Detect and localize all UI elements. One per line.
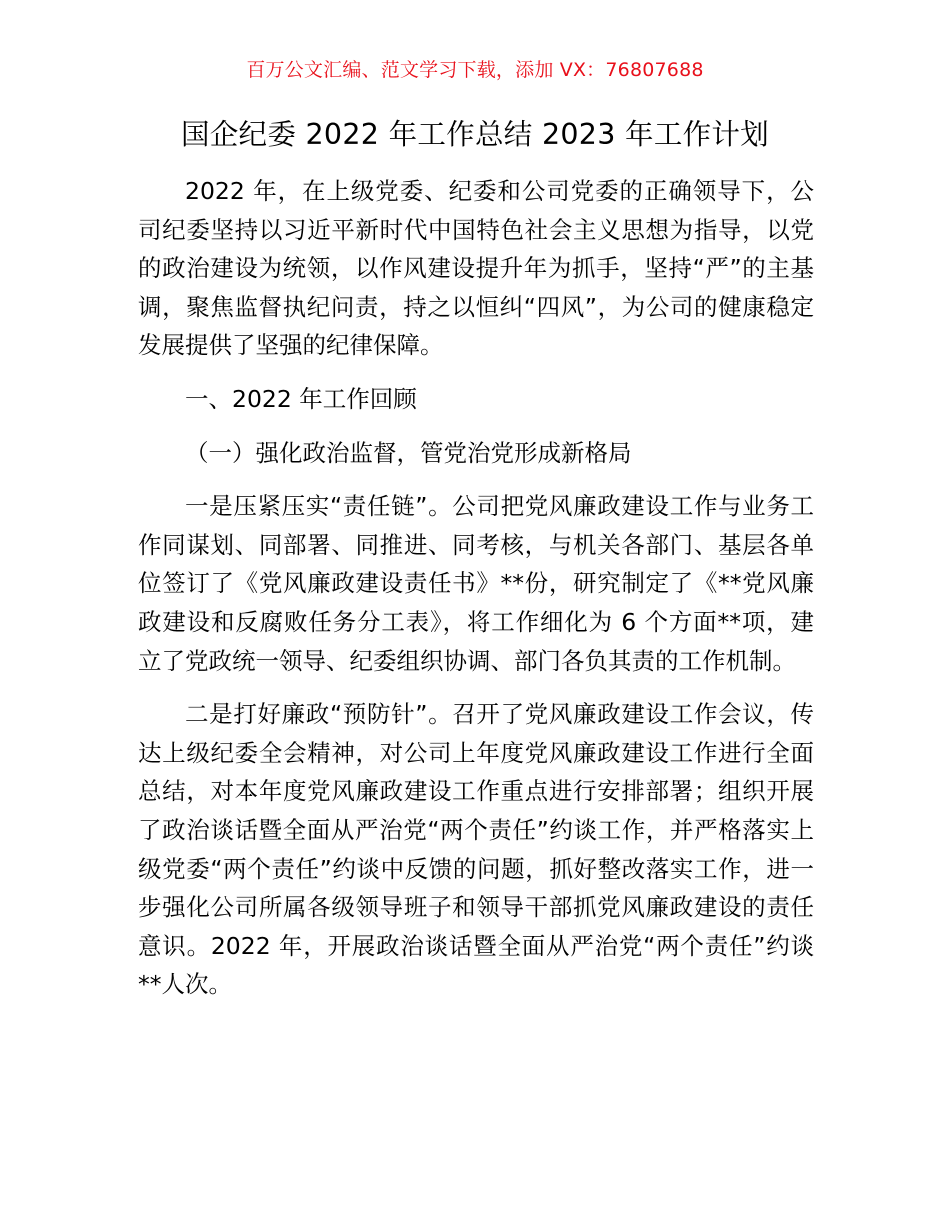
watermark-text: 百万公文汇编、范文学习下载，添加 VX：76807688: [246, 59, 704, 81]
paragraph-responsibility-chain: 一是压紧压实“责任链”。公司把党风廉政建设工作与业务工作同谋划、同部署、同推进、同考核，与机关各部门、基层各单位签订了《党风廉政建设责任书》**份，研究制定了《**党风廉政建设和反腐败任务分工表》，将工作细化为 6 个方面**项，建立了党政统一领导、纪委组织协调、部门各负其责的工作机制。: [138, 492, 814, 675]
paragraph-prevention: 二是打好廉政“预防针”。召开了党风廉政建设工作会议，传达上级纪委全会精神，对公司上年度党风廉政建设工作进行全面总结，对本年度党风廉政建设工作重点进行安排部署；组织开展了政治谈话暨全面从严治党“两个责任”约谈工作，并严格落实上级党委“两个责任”约谈中反馈的问题，抓好整改落实工作，进一步强化公司所属各级领导班子和领导干部抓党风廉政建设的责任意识。2022 年，开展政治谈话暨全面从严治党“两个责任”约谈**人次。: [138, 700, 814, 999]
intro-paragraph: 2022 年，在上级党委、纪委和公司党委的正确领导下，公司纪委坚持以习近平新时代中国特色社会主义思想为指导，以党的政治建设为统领，以作风建设提升年为抓手，坚持“严”的主基调，聚焦监督执纪问责，持之以恒纠“四风”，为公司的健康稳定发展提供了坚强的纪律保障。: [138, 177, 814, 360]
section-heading-work-review: 一、2022 年工作回顾: [185, 384, 417, 413]
document-title: 国企纪委 2022 年工作总结 2023 年工作计划: [180, 118, 770, 151]
subsection-heading-political-supervision: （一）强化政治监督，管党治党形成新格局: [185, 438, 632, 467]
document-body: [138, 172, 814, 1019]
